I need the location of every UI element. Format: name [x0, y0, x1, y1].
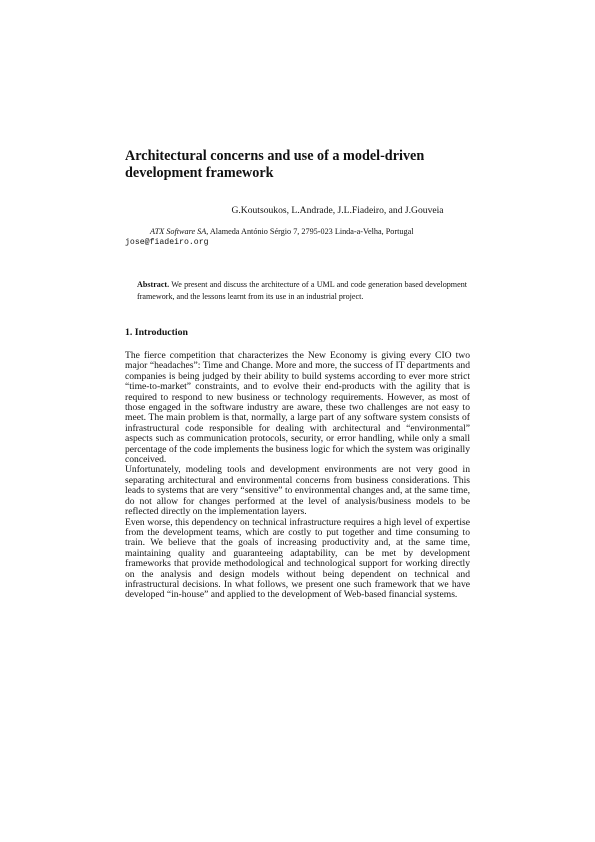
- contact-email: jose@fiadeiro.org: [125, 238, 209, 247]
- abstract: [137, 279, 467, 302]
- affiliation: [150, 227, 490, 237]
- body-paragraph: The fierce competition that characterizes the New Economy is giving every CIO two major “headaches”: Time and Change. More and more, the success of IT departments and companies is being judged by their ability to build systems according to ever more strict “time-to-market” constraints, and to evolve their end-products with the agility that is required to respond to new business or technology requirements. However, as most of those engaged in the software industry are aware, these two challenges are not easy to meet. The main problem is that, normally, a large part of any software system consists of infrastructural code responsible for dealing with architectural and “environmental” aspects such as communication protocols, security, or error handling, while only a small percentage of the code implements the business logic for which the system was originally conceived.: [125, 350, 470, 466]
- paper-title: Architectural concerns and use of a model-driven development framework: [125, 148, 425, 181]
- body-paragraph: Even worse, this dependency on technical infrastructure requires a high level of expertise from the development teams, which are costly to put together and time consuming to train. We believe that the goals of increasing productivity and, at the same time, maintaining quality and guaranteeing adaptability, can be met by development frameworks that provide methodological and technological support for working directly on the analysis and design models without being dependent on technical and infrastructural decisions. In what follows, we present one such framework that we have developed “in-house” and applied to the development of Web-based financial systems.: [125, 516, 470, 601]
- body-paragraph: Unfortunately, modeling tools and development environments are not very good in separating architectural and environmental concerns from business considerations. This leads to systems that are very “sensitive” to environmental changes and, at the same time, do not allow for changes performed at the level of analysis/business models to be reflected directly on the implementation layers.: [125, 464, 470, 518]
- author-list: G.Koutsoukos, L.Andrade, J.L.Fiadeiro, and J.Gouveia: [231, 205, 444, 216]
- section-body: [125, 351, 470, 601]
- abstract-text: We present and discuss the architecture of a UML and code generation based development framework, and the lessons learnt from its use in an industrial project.: [137, 280, 467, 301]
- abstract-label: Abstract.: [137, 280, 170, 289]
- affiliation-organization: ATX Software SA: [150, 227, 207, 236]
- affiliation-address: , Alameda António Sérgio 7, 2795-023 Linda-a-Velha, Portugal: [206, 227, 414, 236]
- section-heading: 1. Introduction: [125, 327, 188, 338]
